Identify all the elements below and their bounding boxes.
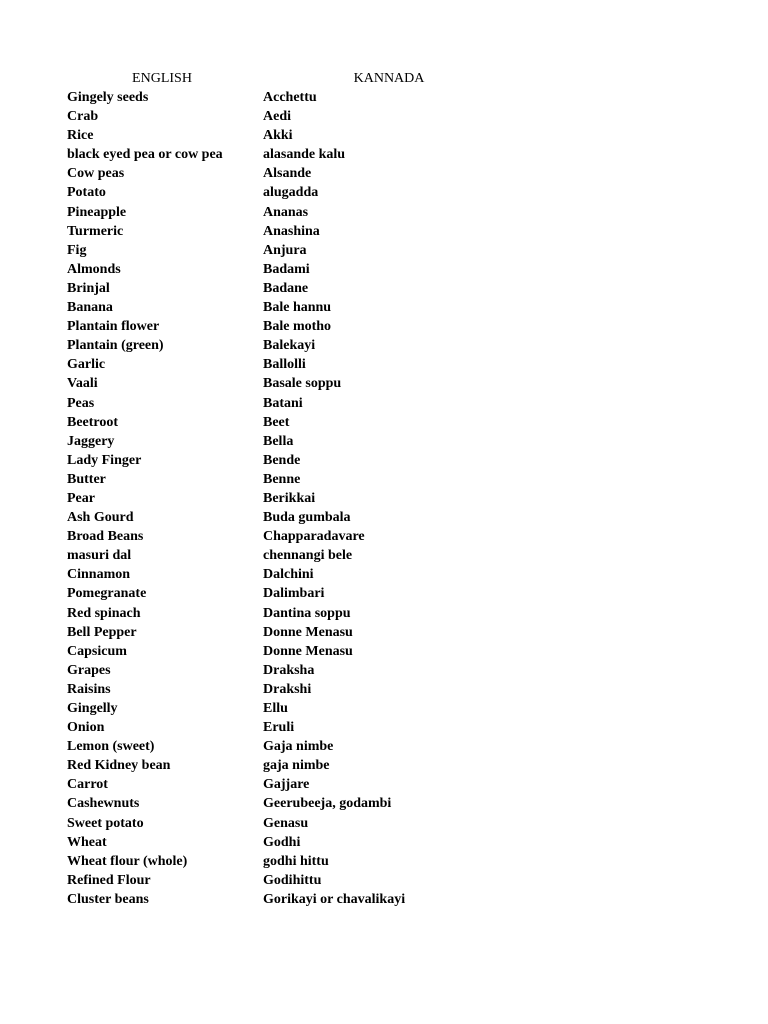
kannada-term: Badami [263, 261, 310, 277]
table-row [0, 565, 768, 584]
table-row [0, 222, 768, 241]
table-row [0, 203, 768, 222]
english-term: Jaggery [67, 433, 115, 449]
table-row [0, 241, 768, 260]
table-row [0, 126, 768, 145]
english-term: Butter [67, 471, 106, 487]
kannada-term: godhi hittu [263, 853, 329, 869]
table-row [0, 756, 768, 775]
english-term: masuri dal [67, 548, 132, 564]
kannada-term: Dalimbari [263, 586, 325, 602]
table-row [0, 317, 768, 336]
english-term: Pineapple [67, 204, 127, 220]
english-term: Turmeric [67, 223, 124, 239]
kannada-term: Donne Menasu [263, 624, 353, 640]
kannada-term: Gajjare [263, 777, 310, 793]
kannada-term: Ballolli [263, 357, 306, 373]
english-term: Plantain flower [67, 319, 160, 335]
english-term: Refined Flour [67, 872, 151, 888]
english-term: Grapes [67, 662, 111, 678]
kannada-term: Bale motho [263, 319, 332, 335]
table-row [0, 794, 768, 813]
table-row [0, 814, 768, 833]
kannada-term: alugadda [263, 185, 319, 201]
table-row [0, 355, 768, 374]
english-term: Peas [67, 395, 95, 411]
table-row [0, 145, 768, 164]
english-term: Onion [67, 720, 105, 736]
table-row [0, 107, 768, 126]
english-term: Carrot [67, 777, 108, 793]
table-row [0, 642, 768, 661]
table-row [0, 527, 768, 546]
english-term: Ash Gourd [67, 510, 134, 526]
english-term: Pear [67, 490, 95, 506]
table-row [0, 623, 768, 642]
english-term: Red spinach [67, 605, 141, 621]
kannada-term: Balekayi [263, 338, 316, 354]
table-row [0, 718, 768, 737]
kannada-term: Anashina [263, 223, 320, 239]
kannada-term: Donne Menasu [263, 643, 353, 659]
kannada-term: Gaja nimbe [263, 739, 334, 755]
english-term: Banana [67, 300, 113, 316]
table-row [0, 699, 768, 718]
english-term: Garlic [67, 357, 106, 373]
english-term: Wheat flour (whole) [67, 853, 188, 869]
kannada-term: chennangi bele [263, 548, 353, 564]
english-term: Broad Beans [67, 529, 144, 545]
kannada-term: Eruli [263, 720, 295, 736]
translation-table-body [0, 88, 768, 909]
english-term: Potato [67, 185, 106, 201]
table-row [0, 852, 768, 871]
table-row [0, 584, 768, 603]
table-row [0, 183, 768, 202]
kannada-term: Badane [263, 280, 309, 296]
kannada-term: Dalchini [263, 567, 314, 583]
kannada-term: Genasu [263, 815, 309, 831]
column-header-kannada: KANNADA [353, 71, 425, 86]
table-row [0, 775, 768, 794]
kannada-term: Acchettu [263, 90, 317, 105]
english-term: Sweet potato [67, 815, 144, 831]
table-row [0, 737, 768, 756]
kannada-term: Ellu [263, 701, 288, 716]
table-row [0, 164, 768, 183]
table-row [0, 88, 768, 107]
english-term: Plantain (green) [67, 338, 164, 354]
english-term: black eyed pea or cow pea [67, 147, 223, 163]
english-term: Cashewnuts [67, 796, 140, 812]
table-row [0, 871, 768, 890]
table-row [0, 489, 768, 508]
kannada-term: Draksha [263, 662, 315, 678]
kannada-term: Benne [263, 471, 301, 487]
table-row [0, 432, 768, 451]
kannada-term: Batani [263, 395, 303, 411]
table-row [0, 833, 768, 852]
table-row [0, 374, 768, 393]
english-term: Capsicum [67, 643, 127, 659]
english-term: Lemon (sweet) [67, 739, 155, 755]
kannada-term: Beet [263, 414, 290, 430]
english-term: Crab [67, 109, 99, 125]
english-term: Cow peas [67, 166, 125, 182]
english-term: Vaali [67, 376, 98, 392]
kannada-term: Bende [263, 452, 301, 468]
table-row [0, 336, 768, 355]
kannada-term: Drakshi [263, 681, 312, 697]
kannada-term: Chapparadavare [263, 529, 365, 545]
kannada-term: gaja nimbe [263, 758, 330, 774]
table-row [0, 394, 768, 413]
kannada-term: Geerubeeja, godambi [263, 796, 392, 812]
english-term: Gingelly [67, 701, 118, 716]
kannada-term: Akki [263, 128, 293, 144]
kannada-term: Aedi [263, 109, 291, 125]
english-term: Cinnamon [67, 567, 131, 583]
kannada-term: Gorikayi or chavalikayi [263, 891, 406, 907]
kannada-term: Alsande [263, 166, 312, 182]
table-row [0, 508, 768, 527]
kannada-term: Godihittu [263, 872, 322, 888]
table-row [0, 661, 768, 680]
kannada-term: Godhi [263, 834, 301, 850]
table-row [0, 604, 768, 623]
table-header [0, 69, 768, 88]
english-term: Bell Pepper [67, 624, 137, 640]
english-term: Raisins [67, 681, 111, 697]
table-row [0, 279, 768, 298]
table-row [0, 451, 768, 470]
english-term: Brinjal [67, 280, 110, 296]
table-row [0, 680, 768, 699]
kannada-term: Bella [263, 433, 294, 449]
english-term: Rice [67, 128, 94, 144]
english-term: Cluster beans [67, 891, 149, 907]
kannada-term: Basale soppu [263, 376, 342, 392]
english-term: Wheat [67, 834, 107, 850]
table-row [0, 413, 768, 432]
table-row [0, 470, 768, 489]
kannada-term: Berikkai [263, 490, 316, 506]
english-term: Lady Finger [67, 452, 142, 468]
table-row [0, 546, 768, 565]
kannada-term: Bale hannu [263, 300, 332, 316]
english-term: Red Kidney bean [67, 758, 171, 774]
english-term: Almonds [67, 261, 121, 277]
english-term: Fig [67, 242, 87, 258]
kannada-term: alasande kalu [263, 147, 346, 163]
english-term: Pomegranate [67, 586, 147, 602]
english-term: Gingely seeds [67, 90, 149, 105]
column-header-english: ENGLISH [132, 71, 192, 86]
english-term: Beetroot [67, 414, 119, 430]
kannada-term: Ananas [263, 204, 309, 220]
table-row [0, 298, 768, 317]
kannada-term: Anjura [263, 242, 307, 258]
kannada-term: Dantina soppu [263, 605, 351, 621]
table-row [0, 890, 768, 909]
table-row [0, 260, 768, 279]
kannada-term: Buda gumbala [263, 510, 351, 526]
